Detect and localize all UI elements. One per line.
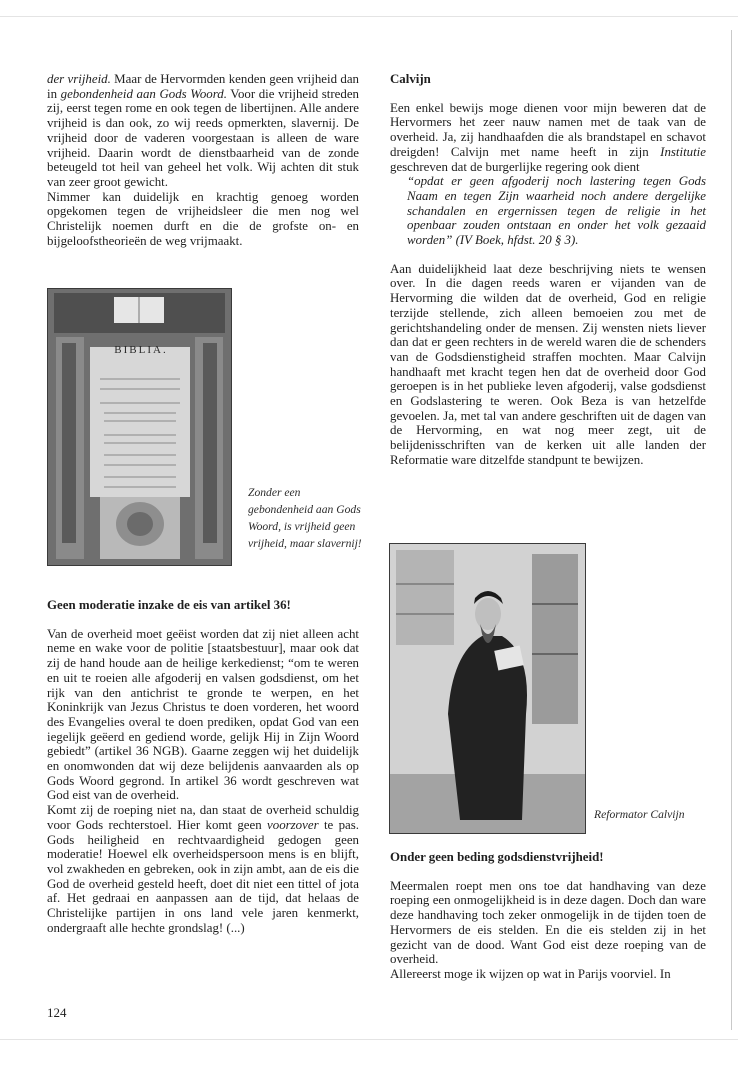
left-para-4: Komt zij de roeping niet na, dan staat de overheid schuldig voor Gods rechterstoel. Hier komt geen voorzover te pas. Gods heiligheid en rechtvaardigheid gedogen geen moderatie! Hoewel elk overheidspersoon mens is en blijft, vol zwakheden en gebreken, ook in zijn ambt, aan de eis die God de overheid gesteld heeft, doet dit niet een tittel of jota af. Het gedraai en aanpassen aan de tijd, dat helaas de Christelijke partijen in ons land vele jaren kenmerkt, ondergraaft alle hechte grondslag! (...) <box>47 803 360 935</box>
right-para-1: Een enkel bewijs moge dienen voor mijn beweren dat de Hervormers het zeer nauw namen met de taak van de overheid. Ja, zij handhaafden die als brandstapel en schavot dreigden! Calvijn met name heeft in zijn Institutie geschreven dat de burgerlijke regering ook dient <box>390 100 706 174</box>
page-number: 124 <box>47 1005 67 1020</box>
calvin-engraving-illustration <box>390 544 585 833</box>
bible-figure-caption: Zonder een gebondenheid aan Gods Woord, is vrijheid geen vrijheid, maar slavernij! <box>248 486 362 550</box>
heading-calvijn: Calvijn <box>390 72 431 86</box>
calvin-portrait-image <box>389 543 586 834</box>
bible-engraving-illustration <box>48 289 231 565</box>
right-column-lower <box>390 850 706 982</box>
right-para-3: Meermalen roept men ons toe dat handhaving van deze roeping een onmogelijkheid is in deze dagen. Doch dan ware deze handhaving toch zeker onmogelijk in de tijden toen de Hervormers de eis stelden. En die eis stelden zij in het gezicht van de dood. Want God eist deze roeping van de overheid. <box>390 878 706 967</box>
right-para-2: Aan duidelijkheid laat deze beschrijving niets te wensen over. In die dagen reeds waren er vijanden van de Hervorming die wilden dat de overheid, God en religie terzijde stellende, zich alleen bemoeien zou met de gerichtshandeling onder de mensen. Zij wensten niets liever dan dat er geen rechters in de wereld waren die de schenders van de Godsdienstigheid straffen mochten. Maar Calvijn handhaaft met kracht tegen hen dat de overheid door God geroepen is in het publieke leven afgoderij, valse godsdienst en Godslastering te weren. Ook Beza is van hetzelfde gevoelen. Ja, met tal van andere geschriften uit de dagen van de Hervorming, en wat nog meer zegt, uit de belijdenisschriften van de kerken uit alle landen der Reformatie ware ditzelfde standpunt te bewijzen. <box>390 261 706 467</box>
institutie-quote: “opdat er geen afgoderij noch lastering tegen Gods Naam en tegen Zijn waarheid noch andere dergelijke schandalen en ergernissen tegen de religie in het openbaar zouden ontstaan en onder het volk gezaaid worden” (IV Boek, hfdst. 20 § 3). <box>407 174 706 248</box>
bible-title-text: BIBLIA. <box>114 344 168 356</box>
heading-godsdienstvrijheid: Onder geen beding godsdienstvrijheid! <box>390 850 604 864</box>
bible-title-page-image <box>47 288 232 566</box>
left-column-lower <box>47 598 359 935</box>
left-para-1: der vrijheid. Maar de Hervormden kenden geen vrijheid dan in gebondenheid aan Gods Woord. Voor die vrijheid streden zij, eerst tegen rome en ook tegen de libertijnen. Alle andere vrijheid is dan ook, zo wij reeds opmerkten, slavernij. De vrijheid door de vaderen voorgestaan is alleen de ware vrijheid. Daarin wordt de dienstbaarheid van de zonde beteugeld tot heil van geheel het volk. Wij achten dit stuk van zeer groot gewicht. <box>47 72 359 189</box>
left-para-3: Van de overheid moet geëist worden dat zij niet alleen acht neme en wake voor de politie [staatsbestuur], maar ook dat zij de hand houde aan de heilige kerkedienst; “om te weren en uit te roeien alle afgoderij en valsen godsdienst, om het rijk van den antichrist te gronde te werpen, en het Koninkrijk van Jezus Christus te doen vorderen, het woord des Evangelies overal te doen prediken, opdat God van een iegelijk geëerd en gediend worde, gelijk Hij in Zijn Woord gebiedt” (artikel 36 NGB). Gaarne zeggen wij het duidelijk en onomwonden dat wij deze belijdenis aanvaarden als op Gods Woord gegrond. In artikel 36 wordt geschreven wat God eist van de overheid. <box>47 626 359 803</box>
heading-artikel-36: Geen moderatie inzake de eis van artikel 36! <box>47 598 291 612</box>
right-para-4: Allereerst moge ik wijzen op wat in Parijs voorviel. In <box>390 966 671 981</box>
left-column <box>47 72 359 248</box>
binding-rule <box>731 30 732 1030</box>
right-column <box>390 72 706 468</box>
left-para-2: Nimmer kan duidelijk en krachtig genoeg worden opgekomen tegen de vrijheidsleer die men nog wel Christelijk noemen durft en die de grofste on- en bijgeloofstheorieën de weg vrijmaakt. <box>47 189 359 248</box>
calvin-figure-caption: Reformator Calvijn <box>594 808 685 821</box>
